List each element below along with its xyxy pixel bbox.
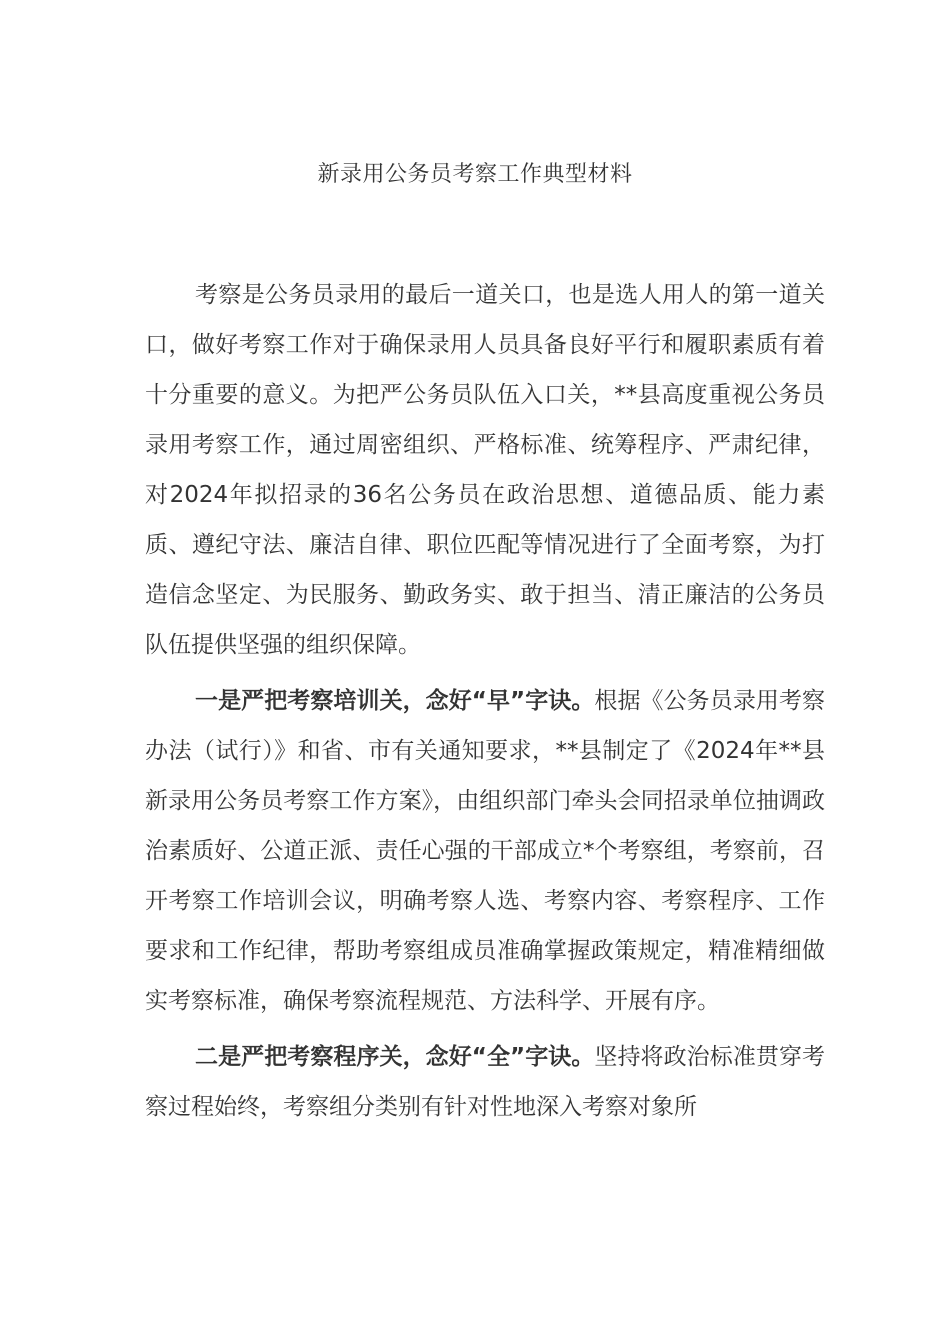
paragraph-intro <box>145 270 825 670</box>
paragraph-section-2 <box>145 1032 825 1132</box>
paragraph-text: 考察是公务员录用的最后一道关口，也是选人用人的第一道关口，做好考察工作对于确保录用人员具备良好平行和履职素质有着十分重要的意义。为把严公务员队伍入口关，**县高度重视公务员录用考察工作，通过周密组织、严格标准、统筹程序、严肃纪律，对2024年拟招录的36名公务员在政治思想、道德品质、能力素质、遵纪守法、廉洁自律、职位匹配等情况进行了全面考察，为打造信念坚定、为民服务、勤政务实、敢于担当、清正廉洁的公务员队伍提供坚强的组织保障。 <box>145 282 825 658</box>
paragraph-lead: 一是严把考察培训关，念好“早”字诀。 <box>195 688 595 714</box>
paragraph-lead: 二是严把考察程序关，念好“全”字诀。 <box>195 1044 595 1070</box>
document-title: 新录用公务员考察工作典型材料 <box>317 162 633 187</box>
paragraph-text: 根据《公务员录用考察办法（试行）》和省、市有关通知要求，**县制定了《2024年**县新录用公务员考察工作方案》，由组织部门牵头会同招录单位抽调政治素质好、公道正派、责任心强的干部成立*个考察组，考察前，召开考察工作培训会议，明确考察人选、考察内容、考察程序、工作要求和工作纪律，帮助考察组成员准确掌握政策规定，精准精细做实考察标准，确保考察流程规范、方法科学、开展有序。 <box>145 688 826 1014</box>
paragraph-text: 坚持将政治标准贯穿考察过程始终，考察组分类别有针对性地深入考察对象所 <box>145 1044 826 1120</box>
paragraph-section-1 <box>145 676 825 1026</box>
document-body <box>145 270 825 1138</box>
